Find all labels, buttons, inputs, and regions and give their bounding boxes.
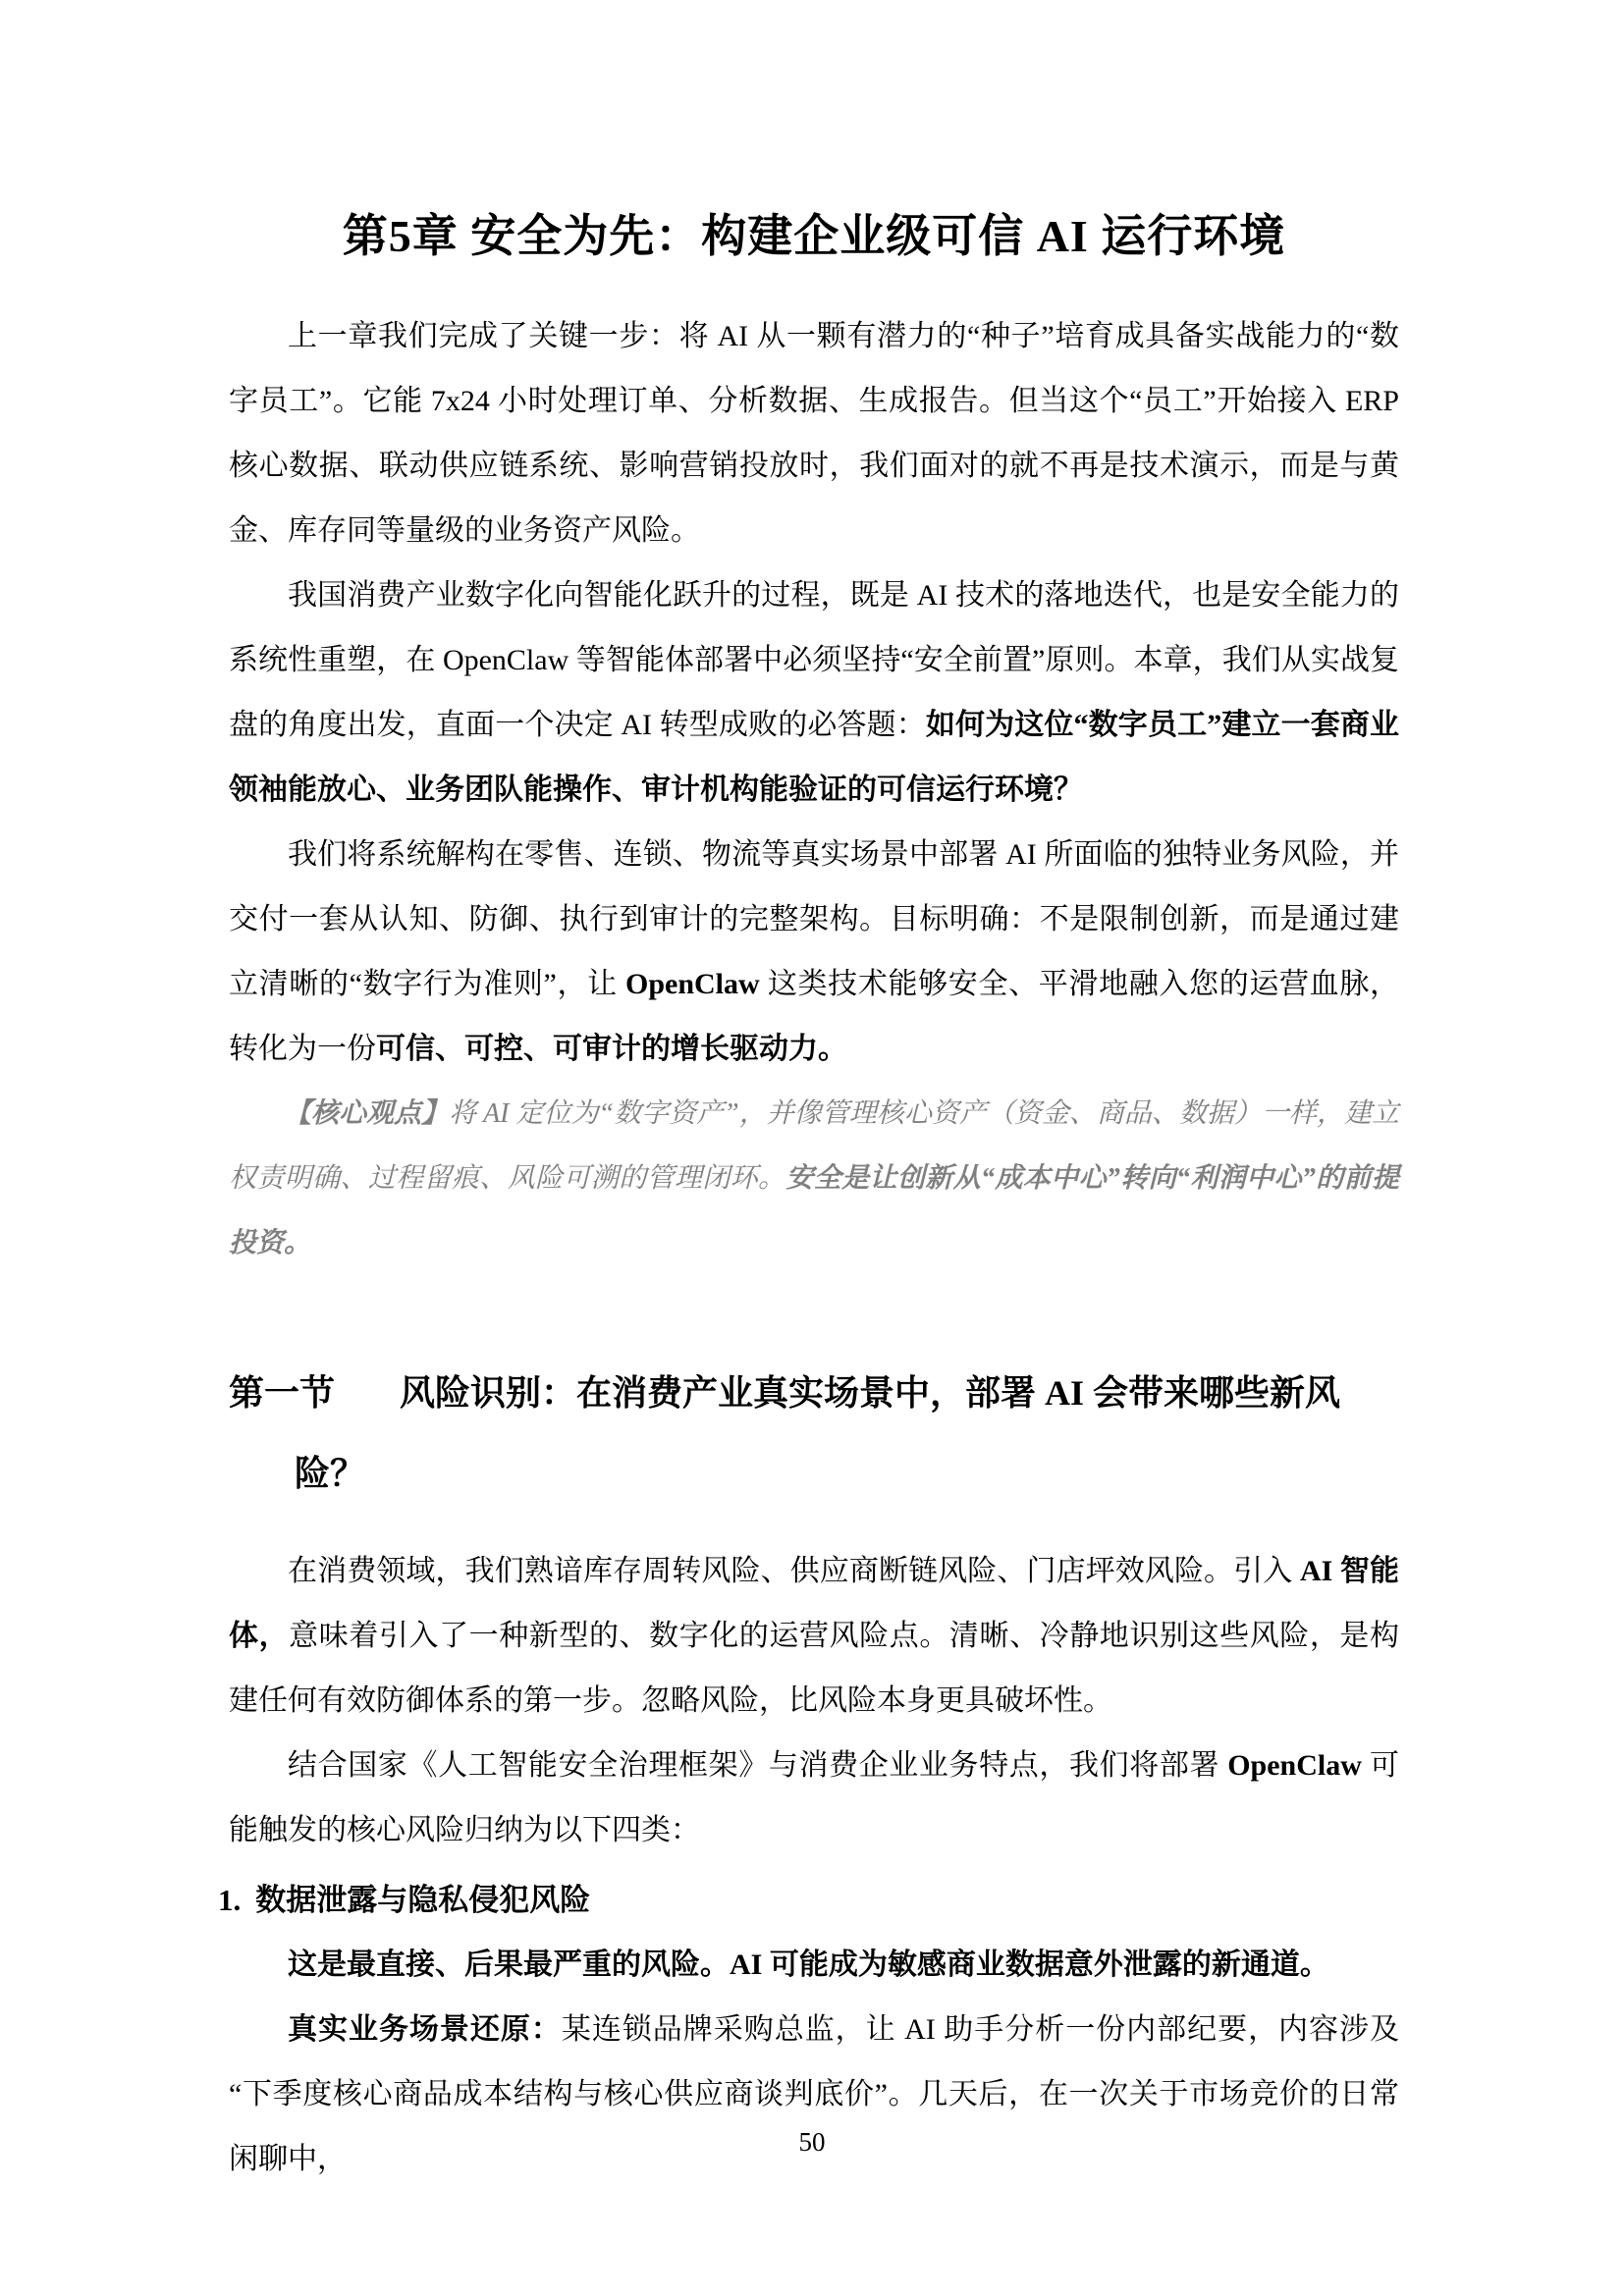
- page-footer: [0, 2126, 1624, 2158]
- section-heading: [229, 1353, 1399, 1514]
- list-item-number: 1.: [218, 1883, 242, 1917]
- paragraph-scenario: [229, 1998, 1399, 2192]
- section-title-text: 风险识别：在消费产业真实场景中，部署 AI 会带来哪些新风险？: [295, 1373, 1341, 1493]
- text-run-bold: AI 智能体，: [229, 1555, 1400, 1652]
- text-run: 意味着引入了一种新型的、数字化的运营风险点。清晰、冷静地识别这些风险，是构建任何有效防御体系的第一步。忽略风险，比风险本身更具破坏性。: [229, 1620, 1400, 1717]
- text-run-bold: 真实业务场景还原：: [288, 2013, 562, 2046]
- text-run: 我们将系统解构在零售、连锁、物流等真实场景中部署 AI 所面临的独特业务风险，并交付一套从认知、防御、执行到审计的完整架构。目标明确：不是限制创新，而是通过建立清晰的“数字行为准则”，让: [229, 838, 1399, 1000]
- chapter-title: 第5章 安全为先：构建企业级可信 AI 运行环境: [342, 211, 1286, 261]
- list-item-heading: [218, 1868, 1399, 1933]
- text-run-bold: OpenClaw: [1227, 1749, 1362, 1782]
- text-run: 可能触发的核心风险归纳为以下四类：: [229, 1749, 1400, 1846]
- paragraph-principle: [229, 563, 1399, 823]
- text-run: 这类技术能够安全、平滑地融入您的运营血脉，转化为一份: [229, 968, 1399, 1065]
- note-label: 【核心观点】: [284, 1098, 450, 1129]
- text-run-bold-italic: 安全是让创新从“成本中心”转向“利润中心”的前提投资。: [229, 1163, 1399, 1258]
- paragraph-architecture: [229, 823, 1399, 1082]
- text-run: 我国消费产业数字化向智能化跃升的过程，既是 AI 技术的落地迭代，也是安全能力的系统性重塑，在 OpenClaw 等智能体部署中必须坚持“安全前置”原则。本章，我们从实战复盘的角度出发，直面一个决定 AI 转型成败的必答题：: [229, 579, 1399, 741]
- paragraph-framework: [229, 1734, 1399, 1863]
- section-number: 第一节: [229, 1373, 336, 1413]
- page-number: 50: [798, 2127, 826, 2157]
- paragraph-risk-intro: [229, 1539, 1399, 1734]
- text-run: 上一章我们完成了关键一步：将 AI 从一颗有潜力的“种子”培育成具备实战能力的“数字员工”。它能 7x24 小时处理订单、分析数据、生成报告。但当这个“员工”开始接入 ERP 核心数据、联动供应链系统、影响营销投放时，我们面对的就不再是技术演示，而是与黄金、库存同等量级的业务资产风险。: [229, 320, 1399, 547]
- list-item-title: 数据泄露与隐私侵犯风险: [255, 1883, 591, 1917]
- paragraph-intro: [229, 304, 1399, 563]
- text-run-bold: 可信、可控、可审计的增长驱动力。: [376, 1033, 847, 1065]
- text-run-bold: 这是最直接、后果最严重的风险。AI 可能成为敏感商业数据意外泄露的新通道。: [288, 1949, 1329, 1981]
- paragraph-risk-summary: [229, 1933, 1399, 1998]
- text-run: 某连锁品牌采购总监，让 AI 助手分析一份内部纪要，内容涉及“下季度核心商品成本结构与核心供应商谈判底价”。几天后，在一次关于市场竞价的日常闲聊中，: [229, 2013, 1400, 2175]
- text-run-italic: 将 AI 定位为“数字资产”，并像管理核心资产（资金、商品、数据）一样，建立权责明确、过程留痕、风险可溯的管理闭环。: [229, 1098, 1399, 1194]
- text-run-bold: 如何为这位“数字员工”建立一套商业领袖能放心、业务团队能操作、审计机构能验证的可信运行环境？: [229, 709, 1400, 806]
- text-run: 结合国家《人工智能安全治理框架》与消费企业业务特点，我们将部署: [288, 1749, 1228, 1782]
- text-run-bold: OpenClaw: [625, 968, 760, 1000]
- text-run: 在消费领域，我们熟谙库存周转风险、供应商断链风险、门店坪效风险。引入: [288, 1555, 1300, 1587]
- core-viewpoint-note: [229, 1082, 1399, 1276]
